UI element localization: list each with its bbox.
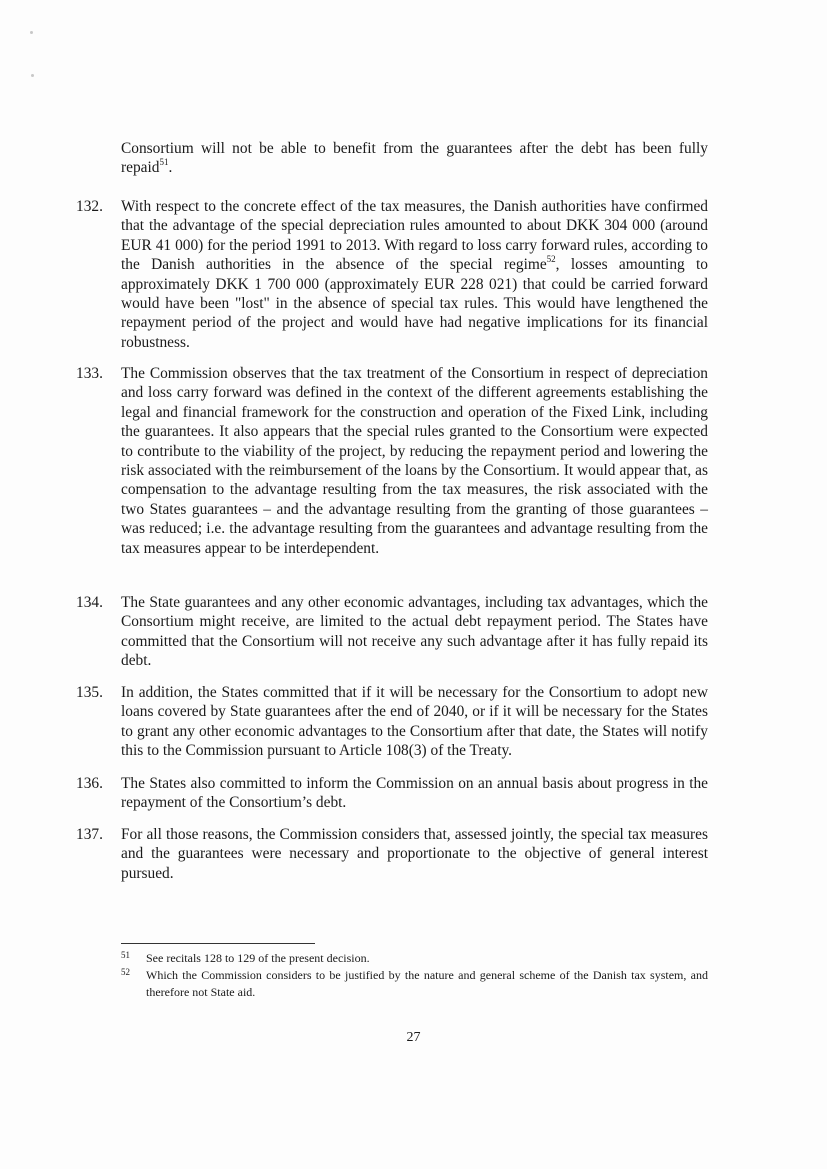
continuation-end: .	[168, 159, 173, 177]
footnote-number: 52	[121, 967, 130, 977]
footnote-text: See recitals 128 to 129 of the present decision.	[146, 951, 370, 965]
footnote-text: Which the Commission considers to be justified by the nature and general scheme of the Danish tax system, and therefore not State aid.	[146, 968, 708, 999]
paragraph-137	[76, 825, 708, 883]
paragraph-body	[121, 197, 708, 352]
scan-speck	[30, 31, 33, 34]
paragraph-body: The State guarantees and any other economic advantages, including tax advantages, which the Consortium might receive, are limited to the actual debt repayment period. The States have committed that the Consortium will not receive any such advantage after it has fully repaid its debt.	[121, 594, 708, 670]
paragraph-number: 135.	[76, 684, 103, 701]
continuation-text: Consortium will not be able to benefit from the guarantees after the debt has been fully repaid	[121, 140, 708, 177]
paragraph-135	[76, 683, 708, 761]
paragraph-text: , losses amounting to approximately DKK 1 700 000 (approximately EUR 228 021) that could be carried forward would have been "lost" in the absence of special tax rules. This would have lengthened the repayment period of the project and would have had negative implications for its financial robustness.	[121, 256, 709, 351]
footnote-51	[121, 950, 708, 967]
paragraph-body: In addition, the States committed that if it will be necessary for the Consortium to adopt new loans covered by State guarantees after the end of 2040, or if it will be necessary for the States to grant any other economic advantages to the Consortium after that date, the States will notify this to the Commission pursuant to Article 108(3) of the Treaty.	[121, 684, 708, 760]
paragraph-body: The States also committed to inform the Commission on an annual basis about progress in the repayment of the Consortium’s debt.	[121, 775, 708, 812]
paragraph-continuation	[121, 139, 708, 178]
paragraph-133	[76, 364, 708, 558]
paragraph-134	[76, 593, 708, 671]
paragraph-number: 132.	[76, 198, 103, 215]
page-number: 27	[406, 1030, 421, 1045]
paragraph-136	[76, 774, 708, 813]
scan-speck	[31, 74, 34, 77]
paragraph-body: The Commission observes that the tax treatment of the Consortium in respect of depreciation and loss carry forward was defined in the context of the different agreements establishing the legal and financial framework for the construction and operation of the Fixed Link, including the guarantees. It also appears that the special rules granted to the Consortium were expected to contribute to the viability of the project, by reducing the repayment period and lowering the risk associated with the reimbursement of the loans by the Consortium. It would appear that, as compensation to the advantage resulting from the tax measures, the risk associated with the two States guarantees – and the advantage resulting from the granting of those guarantees – was reduced; i.e. the advantage resulting from the guarantees and advantage resulting from the tax measures appear to be interdependent.	[121, 365, 708, 557]
footnote-number: 51	[121, 950, 130, 960]
paragraph-text: With respect to the concrete effect of the tax measures, the Danish authorities have confirmed that the advantage of the special depreciation rules amounted to about DKK 304 000 (around EUR 41 000) for the period 1991 to 2013. With regard to loss carry forward rules, according to the Danish authorities in the absence of the special regime	[121, 198, 708, 274]
footnote-52	[121, 967, 708, 1000]
paragraph-body: For all those reasons, the Commission considers that, assessed jointly, the special tax measures and the guarantees were necessary and proportionate to the objective of general interest pursued.	[121, 826, 708, 882]
paragraph-132	[76, 197, 708, 352]
paragraph-number: 137.	[76, 826, 103, 843]
footnote-ref-51[interactable]: 51	[159, 157, 169, 168]
paragraph-number: 133.	[76, 365, 103, 382]
paragraph-number: 136.	[76, 775, 103, 792]
footnote-ref-52[interactable]: 52	[546, 254, 556, 265]
paragraph-number: 134.	[76, 594, 103, 611]
footnote-separator	[121, 943, 315, 944]
